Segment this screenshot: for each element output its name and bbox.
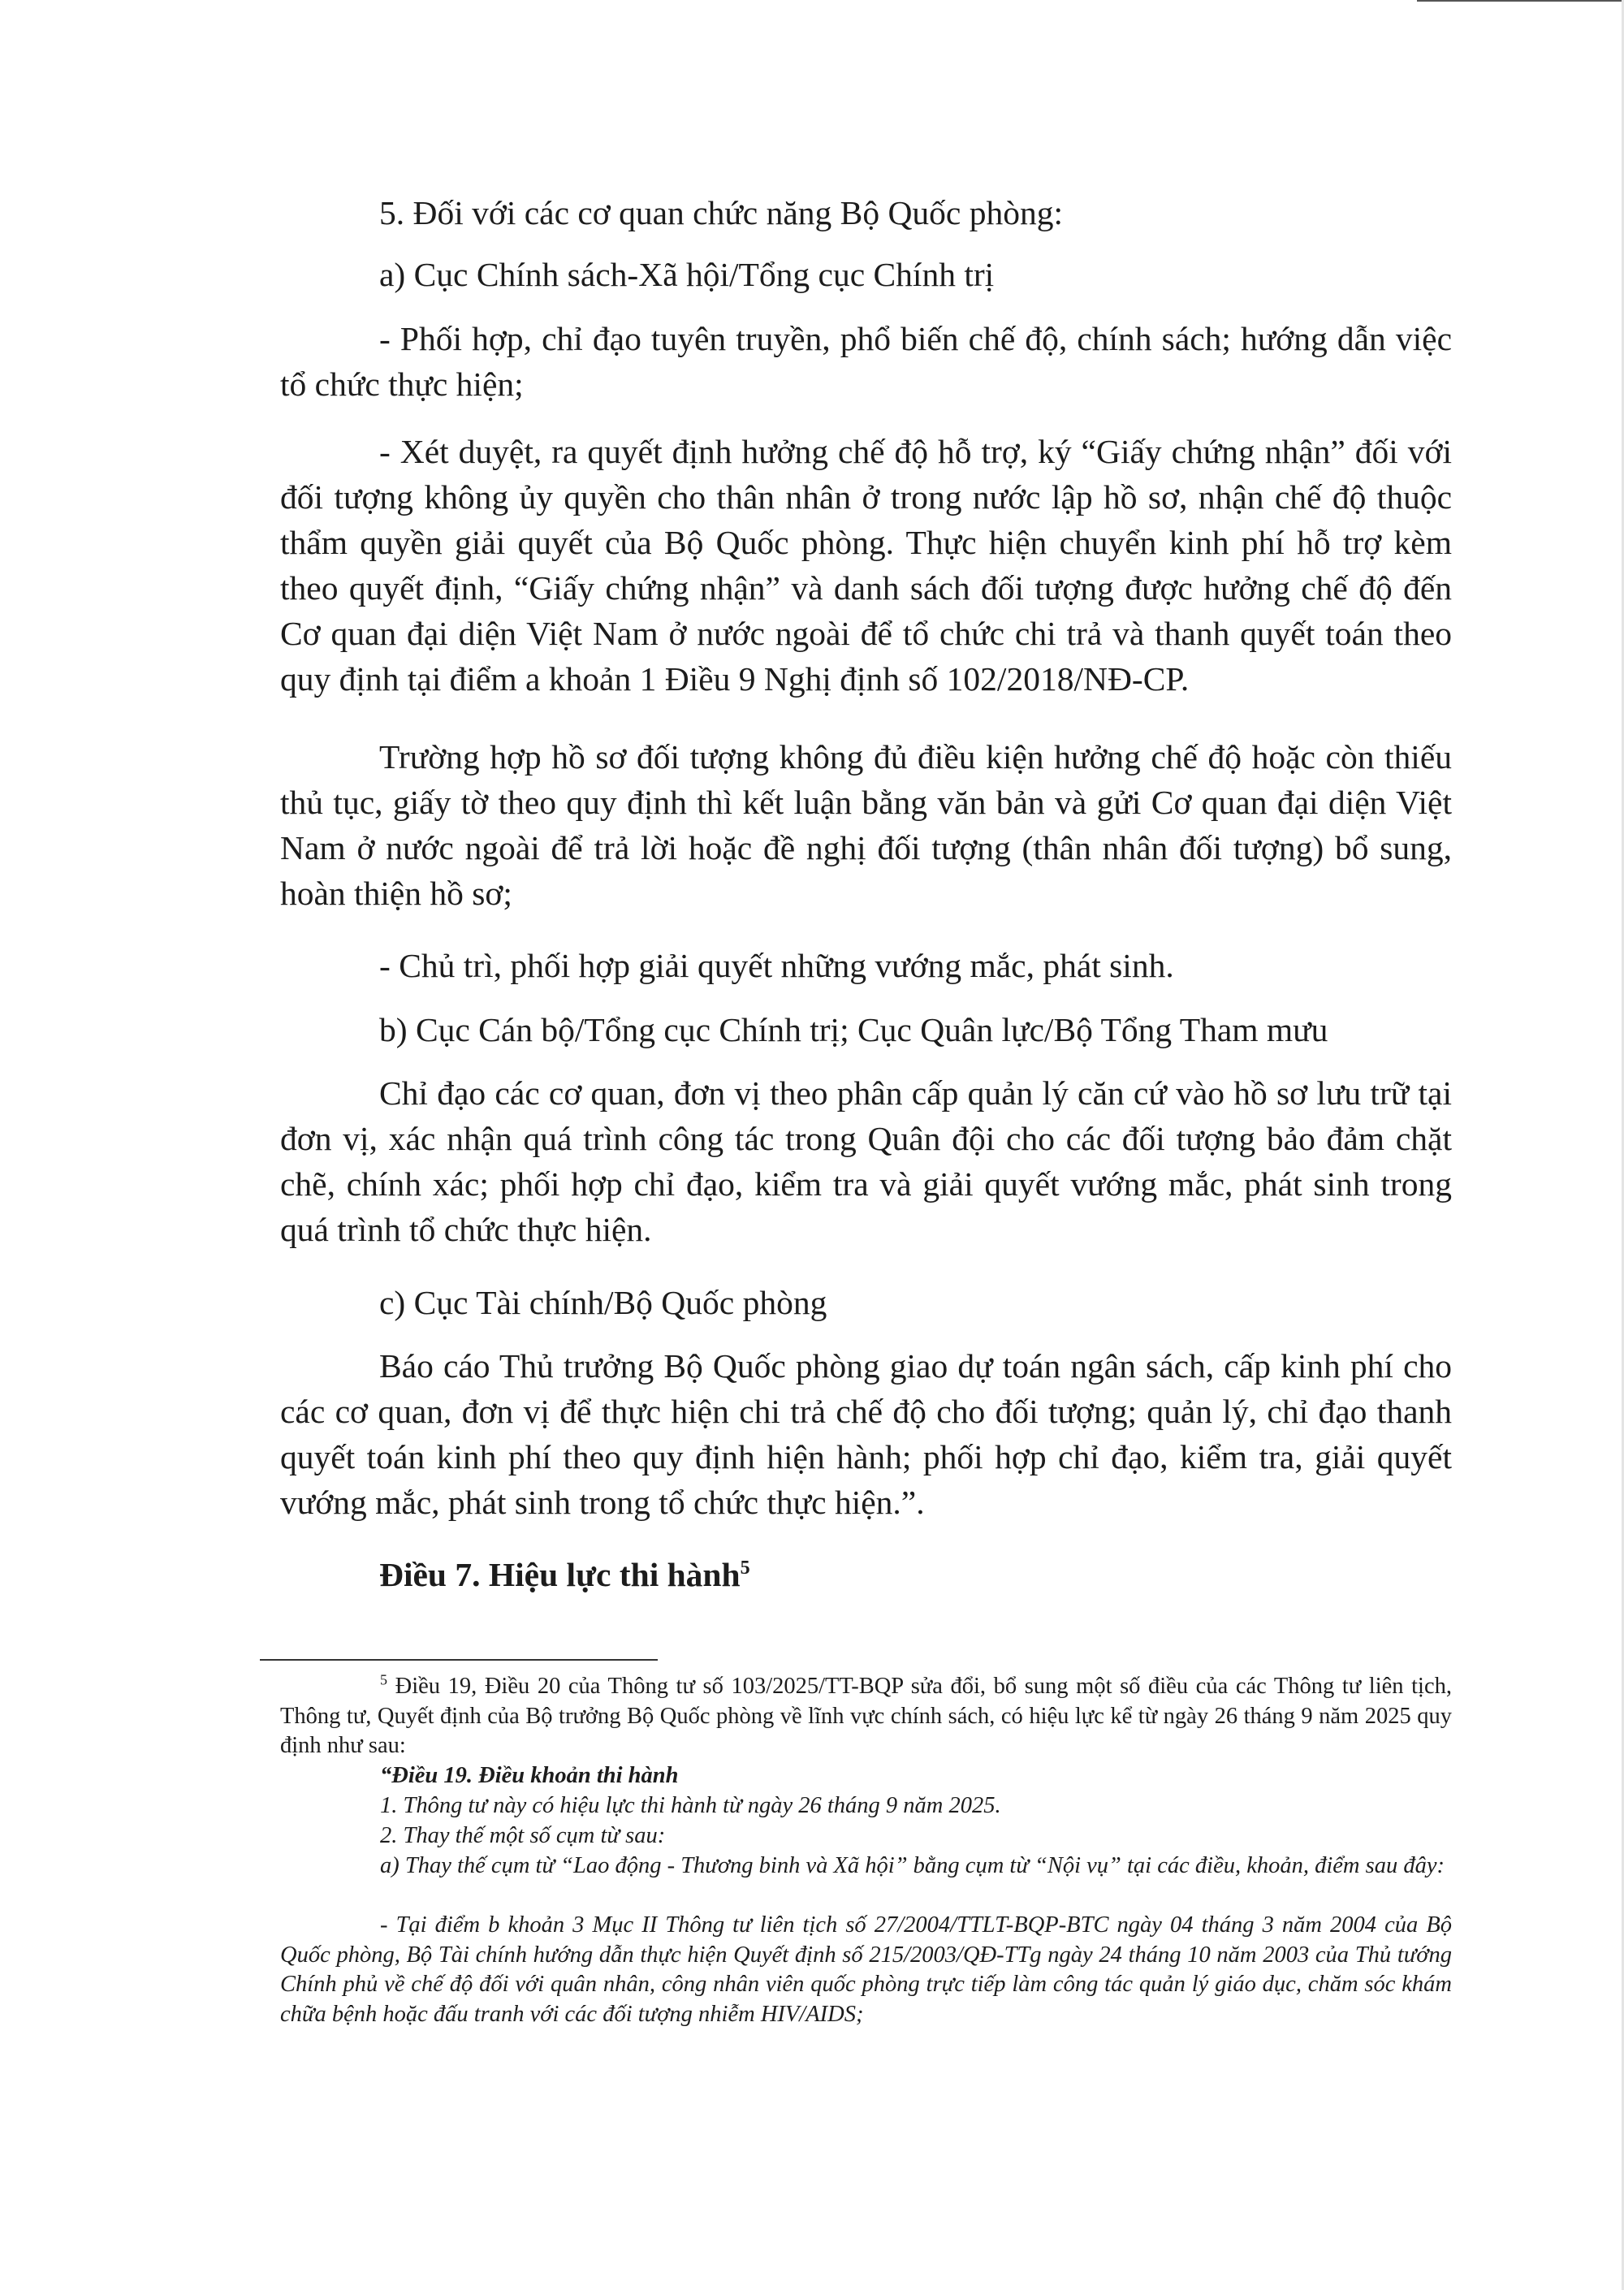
footnote-marker: 5 [380, 1671, 387, 1688]
article-7-title: Điều 7. Hiệu lực thi hành [379, 1556, 741, 1593]
paragraph-b-body: Chỉ đạo các cơ quan, đơn vị theo phân cấp quản lý căn cứ vào hồ sơ lưu trữ tại đơn vị, xác nhận quá trình công tác trong Quân đội cho các đối tượng bảo đảm chặt chẽ, chính xác; phối hợp chỉ đạo, kiểm tra và giải quyết vướng mắc, phát sinh trong quá trình tổ chức thực hiện. [280, 1074, 1452, 1248]
article-7-heading [280, 1552, 1452, 1597]
footnote-clause-2: 2. Thay thế một số cụm từ sau: [380, 1823, 666, 1848]
footnote-clause-1: 1. Thông tư này có hiệu lực thi hành từ ngày 26 tháng 9 năm 2025. [380, 1793, 1001, 1818]
paragraph-a-item-2-cont: Trường hợp hồ sơ đối tượng không đủ điều kiện hưởng chế độ hoặc còn thiếu thủ tục, giấy tờ theo quy định thì kết luận bằng văn bản và gửi Cơ quan đại diện Việt Nam ở nước ngoài để trả lời hoặc đề nghị đối tượng (thân nhân đối tượng) bổ sung, hoàn thiện hồ sơ; [280, 738, 1452, 912]
footnote-clause-2a-item: - Tại điểm b khoản 3 Mục II Thông tư liên tịch số 27/2004/TTLT-BQP-BTC ngày 04 tháng 3 năm 2004 của Bộ Quốc phòng, Bộ Tài chính hướng dẫn thực hiện Quyết định số 215/2003/QĐ-TTg ngày 24 tháng 10 năm 2003 của Thủ tướng Chính phủ về chế độ đối với quân nhân, công nhân viên quốc phòng trực tiếp làm công tác quản lý giáo dục, chăm sóc khám chữa bệnh hoặc đấu tranh với các đối tượng nhiễm HIV/AIDS; [280, 1912, 1452, 2028]
paragraph-b-heading: b) Cục Cán bộ/Tổng cục Chính trị; Cục Quân lực/Bộ Tổng Tham mưu [379, 1011, 1328, 1048]
paragraph-5-heading: 5. Đối với các cơ quan chức năng Bộ Quốc phòng: [379, 194, 1063, 231]
footnote-5-intro [280, 1672, 1452, 1761]
paragraph-a-heading: a) Cục Chính sách-Xã hội/Tổng cục Chính trị [379, 256, 995, 293]
footnote-article-19-title: “Điều 19. Điều khoản thi hành [380, 1763, 679, 1788]
paragraph-a-item-2: - Xét duyệt, ra quyết định hưởng chế độ hỗ trợ, ký “Giấy chứng nhận” đối với đối tượng không ủy quyền cho thân nhân ở trong nước lập hồ sơ, nhận chế độ thuộc thẩm quyền giải quyết của Bộ Quốc phòng. Thực hiện chuyển kinh phí hỗ trợ kèm theo quyết định, “Giấy chứng nhận” và danh sách đối tượng được hưởng chế độ đến Cơ quan đại diện Việt Nam ở nước ngoài để tổ chức chi trả và thanh quyết toán theo quy định tại điểm a khoản 1 Điều 9 Nghị định số 102/2018/NĐ-CP. [280, 433, 1452, 698]
footnote-clause-2a: a) Thay thế cụm từ “Lao động - Thương binh và Xã hội” bằng cụm từ “Nội vụ” tại các điều, khoản, điểm sau đây: [380, 1853, 1445, 1878]
paragraph-a-item-3: - Chủ trì, phối hợp giải quyết những vướng mắc, phát sinh. [379, 947, 1174, 984]
footnote-5-text: Điều 19, Điều 20 của Thông tư số 103/2025/TT-BQP sửa đổi, bổ sung một số điều của các Thông tư liên tịch, Thông tư, Quyết định của Bộ trưởng Bộ Quốc phòng về lĩnh vực chính sách, có hiệu lực kể từ ngày 26 tháng 9 năm 2025 quy định như sau: [280, 1674, 1453, 1759]
footnote-reference: 5 [740, 1558, 750, 1579]
paragraph-c-body: Báo cáo Thủ trưởng Bộ Quốc phòng giao dự toán ngân sách, cấp kinh phí cho các cơ quan, đơn vị để thực hiện chi trả chế độ cho đối tượng; quản lý, chỉ đạo thanh quyết toán kinh phí theo quy định hiện hành; phối hợp chỉ đạo, kiểm tra, giải quyết vướng mắc, phát sinh trong tổ chức thực hiện.”. [280, 1347, 1452, 1521]
paragraph-a-item-1: - Phối hợp, chỉ đạo tuyên truyền, phổ biến chế độ, chính sách; hướng dẫn việc tổ chức thực hiện; [280, 320, 1452, 403]
footnote-separator [260, 1659, 658, 1661]
paragraph-c-heading: c) Cục Tài chính/Bộ Quốc phòng [379, 1284, 827, 1321]
